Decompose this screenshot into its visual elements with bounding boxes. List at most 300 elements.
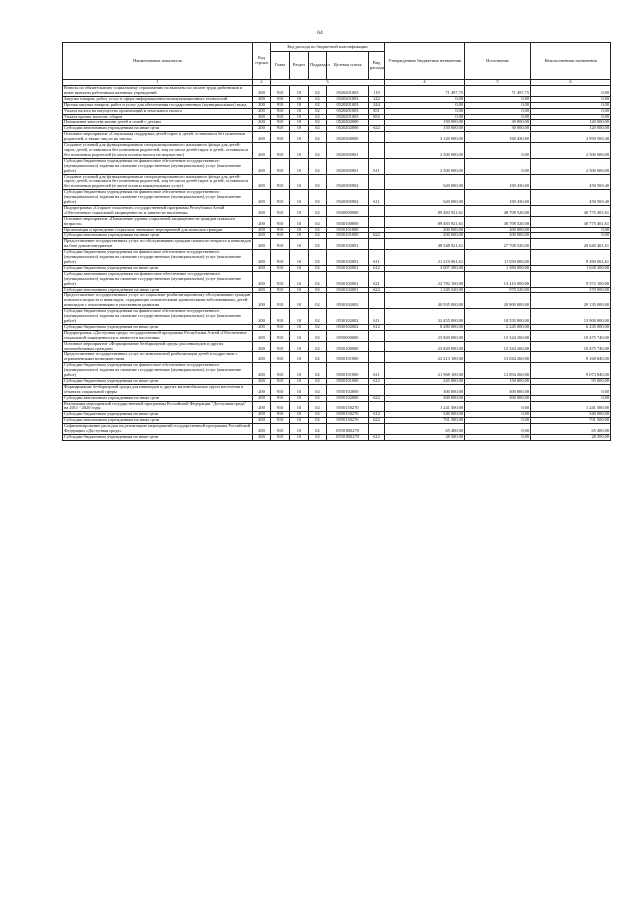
row-podrazdel: 02 [309,265,327,271]
row-line-code: 200 [253,227,271,233]
row-executed: 12 894 260,00 [465,363,531,379]
row-executed: 13 044 260,00 [465,352,531,363]
row-name: Субсидии автономным учреждениям на иные цели [63,126,253,132]
row-target: 0550150270 [327,401,369,412]
row-glava: 910 [271,102,290,108]
row-target: 0530102001 [327,287,369,293]
table-row [63,401,611,412]
row-name: Предоставление государственных услуг по социально-реабилитационному обслуживанию граждан пожилого возраста и инвалидов, страдающих психическими хроническими заболеваниями, детей-инвалидов с отклонениями в умственном развитии [63,293,253,309]
row-name: Закупка товаров, работ, услуг в сфере информационно-коммуникационных технологий [63,96,253,102]
row-approved: 22 213 100,00 [385,352,465,363]
row-line-code: 200 [253,126,271,132]
row-unexecuted: 2 500 000,00 [531,158,611,174]
row-razdel: 10 [290,395,309,401]
row-line-code: 200 [253,233,271,239]
row-glava: 910 [271,287,290,293]
row-razdel: 10 [290,114,309,120]
row-executed: 169 430,60 [465,190,531,206]
row-unexecuted: 370 000,00 [531,287,611,293]
row-unexecuted: 0,00 [531,114,611,120]
row-glava: 910 [271,418,290,424]
row-line-code: 200 [253,271,271,287]
row-razdel: 10 [290,412,309,418]
row-executed: 30 000,00 [465,126,531,132]
header-unexecuted: Неисполненные назначения [531,43,611,80]
row-approved: 540 000,00 [385,412,465,418]
row-unexecuted: 0,00 [531,227,611,233]
row-razdel: 10 [290,143,309,159]
row-podrazdel: 02 [309,395,327,401]
row-vid: 611 [369,190,385,206]
row-vid [369,341,385,352]
row-executed: 0,00 [465,96,531,102]
row-unexecuted: 10 475 740,00 [531,341,611,352]
row-target: 0520201003 [327,108,369,114]
row-executed: 300 000,00 [465,395,531,401]
row-approved: 23 820 000,00 [385,330,465,341]
row-unexecuted: 9 269 061,61 [531,250,611,266]
row-unexecuted: 0,00 [531,108,611,114]
row-name: Субсидии бюджетным учреждениям на финансовое обеспечение государственного (муниципального) задания на оказание государственных (муниципальных) услуг (выполнение работ) [63,250,253,266]
row-podrazdel: 02 [309,190,327,206]
row-name: Основное мероприятие «Повышение уровня социальной защищенности граждан пожилого возраста» [63,216,253,227]
row-approved: 2 500 000,00 [385,158,465,174]
row-razdel: 10 [290,86,309,97]
row-glava: 910 [271,363,290,379]
row-razdel: 10 [290,126,309,132]
row-podrazdel: 02 [309,384,327,395]
row-vid: 621 [369,271,385,287]
row-unexecuted: 28 500,00 [531,435,611,441]
row-podrazdel: 02 [309,158,327,174]
row-target: 0550102000 [327,395,369,401]
row-line-code: 200 [253,401,271,412]
table-row [63,384,611,395]
row-podrazdel: 02 [309,330,327,341]
row-razdel: 10 [290,363,309,379]
row-glava: 910 [271,86,290,97]
row-glava: 910 [271,216,290,227]
row-target: 0520202000 [327,120,369,126]
row-glava: 910 [271,233,290,239]
row-name: Повышение качества жизни детей и семей с детьми [63,120,253,126]
row-line-code: 200 [253,435,271,441]
row-unexecuted: 1 241 500,00 [531,401,611,412]
row-vid [369,205,385,216]
row-vid: 611 [369,158,385,174]
row-podrazdel: 02 [309,114,327,120]
table-row [63,216,611,227]
row-executed: 18 555 000,00 [465,309,531,325]
row-target: 0530100000 [327,216,369,227]
row-target: 0520201003 [327,86,369,97]
header-approved: Утвержденные бюджетные назначения [385,43,465,80]
row-razdel: 10 [290,271,309,287]
row-line-code: 200 [253,239,271,250]
row-target: 0530102002 [327,293,369,309]
row-vid: 622 [369,418,385,424]
row-approved: 2 500 000,00 [385,143,465,159]
row-vid: 622 [369,126,385,132]
row-podrazdel: 02 [309,363,327,379]
row-target: 0520201003 [327,102,369,108]
table-row [63,158,611,174]
row-approved: 150 000,00 [385,126,465,132]
header-glava: Глава [271,52,290,80]
header-name: Наименование показателя [63,43,253,80]
row-target: 0520305001 [327,158,369,174]
row-unexecuted: 0,00 [531,102,611,108]
row-approved: 65 400,00 [385,424,465,435]
row-executed: 150 000,00 [465,378,531,384]
row-podrazdel: 02 [309,132,327,143]
row-name: Субсидии бюджетным учреждениям на иные цели [63,412,253,418]
row-unexecuted: 0,00 [531,233,611,239]
row-vid [369,143,385,159]
row-line-code: 200 [253,412,271,418]
row-glava: 910 [271,190,290,206]
row-vid: 622 [369,287,385,293]
row-name: Организация и проведение социально значимых мероприятий для пожилых граждан [63,227,253,233]
row-target: 0550150270 [327,418,369,424]
row-podrazdel: 02 [309,233,327,239]
row-podrazdel: 02 [309,271,327,287]
row-executed: 0,00 [465,418,531,424]
row-target: 0520300000 [327,132,369,143]
row-target: 0520305001 [327,143,369,159]
row-unexecuted: 450 569,40 [531,190,611,206]
row-unexecuted: 540 000,00 [531,412,611,418]
row-podrazdel: 02 [309,287,327,293]
row-approved: 150 000,00 [385,120,465,126]
row-target: 0530101000 [327,227,369,233]
row-razdel: 10 [290,227,309,233]
row-glava: 910 [271,378,290,384]
row-approved: 200 000,00 [385,233,465,239]
row-glava: 910 [271,227,290,233]
row-podrazdel: 02 [309,102,327,108]
row-approved: 40 935 000,00 [385,293,465,309]
row-glava: 910 [271,271,290,287]
row-executed: 0,00 [465,158,531,174]
header-line-code: Код строки [253,43,271,80]
row-line-code: 200 [253,378,271,384]
table-row [63,143,611,159]
row-target: 0520305002 [327,190,369,206]
row-name: Субсидии бюджетным учреждениям на финансовое обеспечение государственного (муниципального) задания на оказание государственных (муниципальных) услуг (выполнение работ) [63,158,253,174]
row-approved: 0,00 [385,114,465,120]
row-unexecuted: 65 400,00 [531,424,611,435]
row-unexecuted: 701 500,00 [531,418,611,424]
table-row [63,271,611,287]
header-razdel: Раздел [290,52,309,80]
row-executed: 0,00 [465,412,531,418]
row-vid: 612 [369,378,385,384]
row-vid [369,424,385,435]
row-name: Субсидии автономным учреждениям на иные цели [63,418,253,424]
row-name: Субсидии бюджетным учреждениям на иные цели [63,378,253,384]
row-line-code: 200 [253,330,271,341]
row-approved: 89 483 921,61 [385,205,465,216]
row-podrazdel: 02 [309,250,327,266]
row-target: 0550101000 [327,378,369,384]
row-razdel: 10 [290,401,309,412]
row-razdel: 10 [290,120,309,126]
row-unexecuted: 0,00 [531,86,611,97]
row-glava: 910 [271,309,290,325]
row-name: Предоставление государственных услуг по обслуживанию граждан пожилого возраста и инвалидов на базе домов-интернатов [64,238,251,249]
row-line-code: 200 [253,309,271,325]
row-razdel: 10 [290,424,309,435]
row-target: 0550101000 [327,363,369,379]
row-glava: 910 [271,143,290,159]
row-unexecuted: 0,00 [531,395,611,401]
row-approved: 1 349 520,00 [385,287,465,293]
row-approved: 89 483 921,61 [385,216,465,227]
row-name: Основное мероприятие «Формирование безбарьерной среды для инвалидов и других маломобильных граждан» [63,341,253,352]
row-unexecuted: 120 000,00 [531,120,611,126]
row-podrazdel: 02 [309,239,327,250]
row-podrazdel: 02 [309,412,327,418]
row-approved: 245 000,00 [385,378,465,384]
row-line-code: 200 [253,216,271,227]
row-target: 0550100000 [327,341,369,352]
row-glava: 910 [271,265,290,271]
table-row [63,352,611,363]
row-razdel: 10 [290,378,309,384]
row-target: 0530102002 [327,324,369,330]
row-vid: 622 [369,395,385,401]
row-line-code: 200 [253,293,271,309]
row-podrazdel: 02 [309,216,327,227]
row-executed: 200 000,00 [465,233,531,239]
row-approved: 0,00 [385,108,465,114]
row-approved: 620 000,00 [385,190,465,206]
row-name: Подпрограмма «Старшее поколение» государственной программы Республики Алтай «Обеспечение социальной защищенности и занятости населения» [63,205,253,216]
row-glava: 910 [271,120,290,126]
row-name: Субсидии бюджетным учреждениям на иные цели [63,435,253,441]
row-name: Подпрограмма «Доступная среда» государственной программы Республики Алтай «Обеспечение социальной защищенности и занятости населения» [63,330,253,341]
row-razdel: 10 [290,384,309,395]
row-razdel: 10 [290,293,309,309]
row-name: Прочая закупка товаров, работ и услуг для обеспечения государственных (муниципальных) нужд [63,102,253,108]
row-unexecuted: 2 950 569,40 [531,132,611,143]
row-glava: 910 [271,205,290,216]
row-approved: 8 480 000,00 [385,324,465,330]
col-number: 6 [531,80,611,86]
table-row [63,424,611,435]
row-target: 0550101000 [327,352,369,363]
row-vid [369,216,385,227]
row-line-code: 200 [253,120,271,126]
row-line-code: 200 [253,324,271,330]
row-approved: 0,00 [385,102,465,108]
table-body [63,86,611,441]
budget-table [62,42,611,441]
row-name: Субсидии бюджетным учреждениям на финансовое обеспечение государственного (муниципального) задания на оказание государственных (муниципальных) услуг (выполнение работ) [63,309,253,325]
row-unexecuted: 0,00 [531,96,611,102]
row-approved: 71 497,75 [385,86,465,97]
row-podrazdel: 02 [309,96,327,102]
row-vid: 852 [369,114,385,120]
row-name: Создание условий для функционирования специализированного жилищного фонда для детей-сирот, детей, оставшихся без попечения родителей, лиц из числа детей-сирот и детей, оставшихся без попечения родителей (в части оплаты налога на имущество) [63,143,253,159]
row-glava: 910 [271,435,290,441]
row-target: 0530101000 [327,233,369,239]
row-name: Субсидии автономным учреждениям на финансовое обеспечение государственного (муниципального) задания на оказание государственных (муниципальных) услуг (выполнение работ) [63,271,253,287]
row-line-code: 200 [253,174,271,190]
row-target: 05501R0270 [327,424,369,435]
header-budget-class: Код расхода по бюджетной классификации [271,43,385,52]
row-executed: 30 000,00 [465,120,531,126]
row-target: 05501R0270 [327,435,369,441]
row-unexecuted: 9 372 100,00 [531,271,611,287]
row-executed: 0,00 [465,435,531,441]
table-row [63,309,611,325]
row-vid: 622 [369,233,385,239]
row-approved: 1 241 500,00 [385,401,465,412]
row-vid: 612 [369,412,385,418]
row-podrazdel: 02 [309,174,327,190]
row-line-code: 200 [253,132,271,143]
row-line-code: 200 [253,424,271,435]
row-name: Взносы по обязательному социальному страхованию на выплаты по оплате труда работников и иные выплаты работникам казенных учреждений [63,86,253,97]
header-target: Целевая статья [327,52,369,80]
row-glava: 910 [271,96,290,102]
row-executed: 13 344 260,00 [465,330,531,341]
row-approved: 21 219 061,61 [385,250,465,266]
row-glava: 910 [271,384,290,395]
row-name: Формирование безбарьерной среды для инвалидов и других маломобильных групп населения в объектах социальной сферы [63,384,253,395]
row-podrazdel: 02 [309,108,327,114]
row-unexecuted: 40 775 401,61 [531,216,611,227]
row-razdel: 10 [290,102,309,108]
row-line-code: 200 [253,86,271,97]
row-name: Субсидии автономным учреждениям на иные цели [63,233,253,239]
row-unexecuted: 95 000,00 [531,378,611,384]
row-glava: 910 [271,324,290,330]
row-unexecuted: 450 569,40 [531,174,611,190]
row-vid: 119 [369,86,385,97]
row-vid: 851 [369,108,385,114]
row-target: 0530000000 [327,205,369,216]
row-razdel: 10 [290,190,309,206]
row-unexecuted: 20 640 401,61 [531,239,611,250]
row-unexecuted: 0,00 [531,384,611,395]
row-name: Предоставление государственных услуг по комплексной реабилитации детей и подростков с ограниченными возможностями [63,352,253,363]
col-number: 4 [385,80,465,86]
row-glava: 910 [271,401,290,412]
row-executed: 0,00 [465,108,531,114]
row-glava: 910 [271,114,290,120]
col-number: 2 [253,80,271,86]
table-row [63,174,611,190]
row-podrazdel: 02 [309,143,327,159]
row-approved: 23 820 000,00 [385,341,465,352]
row-target: 0550000000 [327,330,369,341]
row-razdel: 10 [290,108,309,114]
col-number: 5 [465,80,531,86]
row-name: Уплата налога на имущество организаций и земельного налога [63,108,253,114]
row-approved: 21 968 100,00 [385,363,465,379]
row-line-code: 200 [253,250,271,266]
row-line-code: 200 [253,190,271,206]
col-number: 1 [63,80,253,86]
row-podrazdel: 02 [309,378,327,384]
page-number: 64 [317,30,323,36]
row-glava: 910 [271,239,290,250]
row-line-code: 200 [253,108,271,114]
row-razdel: 10 [290,341,309,352]
row-podrazdel: 02 [309,435,327,441]
row-podrazdel: 02 [309,352,327,363]
row-glava: 910 [271,174,290,190]
row-podrazdel: 02 [309,227,327,233]
row-glava: 910 [271,158,290,174]
row-razdel: 10 [290,418,309,424]
table-row [63,435,611,441]
row-line-code: 200 [253,158,271,174]
row-razdel: 10 [290,205,309,216]
row-unexecuted: 1 638 300,00 [531,265,611,271]
row-executed: 169 430,60 [465,132,531,143]
row-approved: 701 500,00 [385,418,465,424]
row-unexecuted: 9 073 840,00 [531,363,611,379]
row-podrazdel: 02 [309,205,327,216]
row-line-code: 200 [253,265,271,271]
row-line-code: 200 [253,287,271,293]
row-glava: 910 [271,424,290,435]
row-razdel: 10 [290,174,309,190]
row-podrazdel: 02 [309,418,327,424]
row-approved: 22 782 100,00 [385,271,465,287]
row-approved: 300 000,00 [385,384,465,395]
row-glava: 910 [271,341,290,352]
row-glava: 910 [271,108,290,114]
row-glava: 910 [271,293,290,309]
row-glava: 910 [271,132,290,143]
row-name: Субсидии бюджетным учреждениям на иные цели [63,324,253,330]
table-row [63,363,611,379]
row-target: 0550102000 [327,384,369,395]
row-executed: 20 800 000,00 [465,293,531,309]
row-executed: 2 245 000,00 [465,324,531,330]
row-line-code: 200 [253,395,271,401]
row-razdel: 10 [290,309,309,325]
table-row [63,341,611,352]
row-line-code: 200 [253,205,271,216]
row-vid [369,293,385,309]
row-name: Реализация мероприятий государственной программы Российской Федерации "Доступная среда" на 2011 - 2020 годы [63,401,253,412]
row-glava: 910 [271,395,290,401]
row-target: 0530102001 [327,239,369,250]
row-glava: 910 [271,352,290,363]
row-podrazdel: 02 [309,341,327,352]
row-approved: 48 348 921,61 [385,239,465,250]
row-razdel: 10 [290,233,309,239]
row-executed: 48 708 520,00 [465,205,531,216]
row-podrazdel: 02 [309,324,327,330]
row-vid: 611 [369,250,385,266]
row-executed: 1 369 000,00 [465,265,531,271]
row-unexecuted: 6 235 000,00 [531,324,611,330]
row-name: Софинансирование расходов на реализацию мероприятий государственной программы Российской Федерации «Доступная среда» [63,424,253,435]
row-executed: 169 430,60 [465,174,531,190]
row-target: 0520201003 [327,114,369,120]
row-approved: 28 500,00 [385,435,465,441]
row-executed: 979 520,00 [465,287,531,293]
row-glava: 910 [271,126,290,132]
row-vid [369,132,385,143]
